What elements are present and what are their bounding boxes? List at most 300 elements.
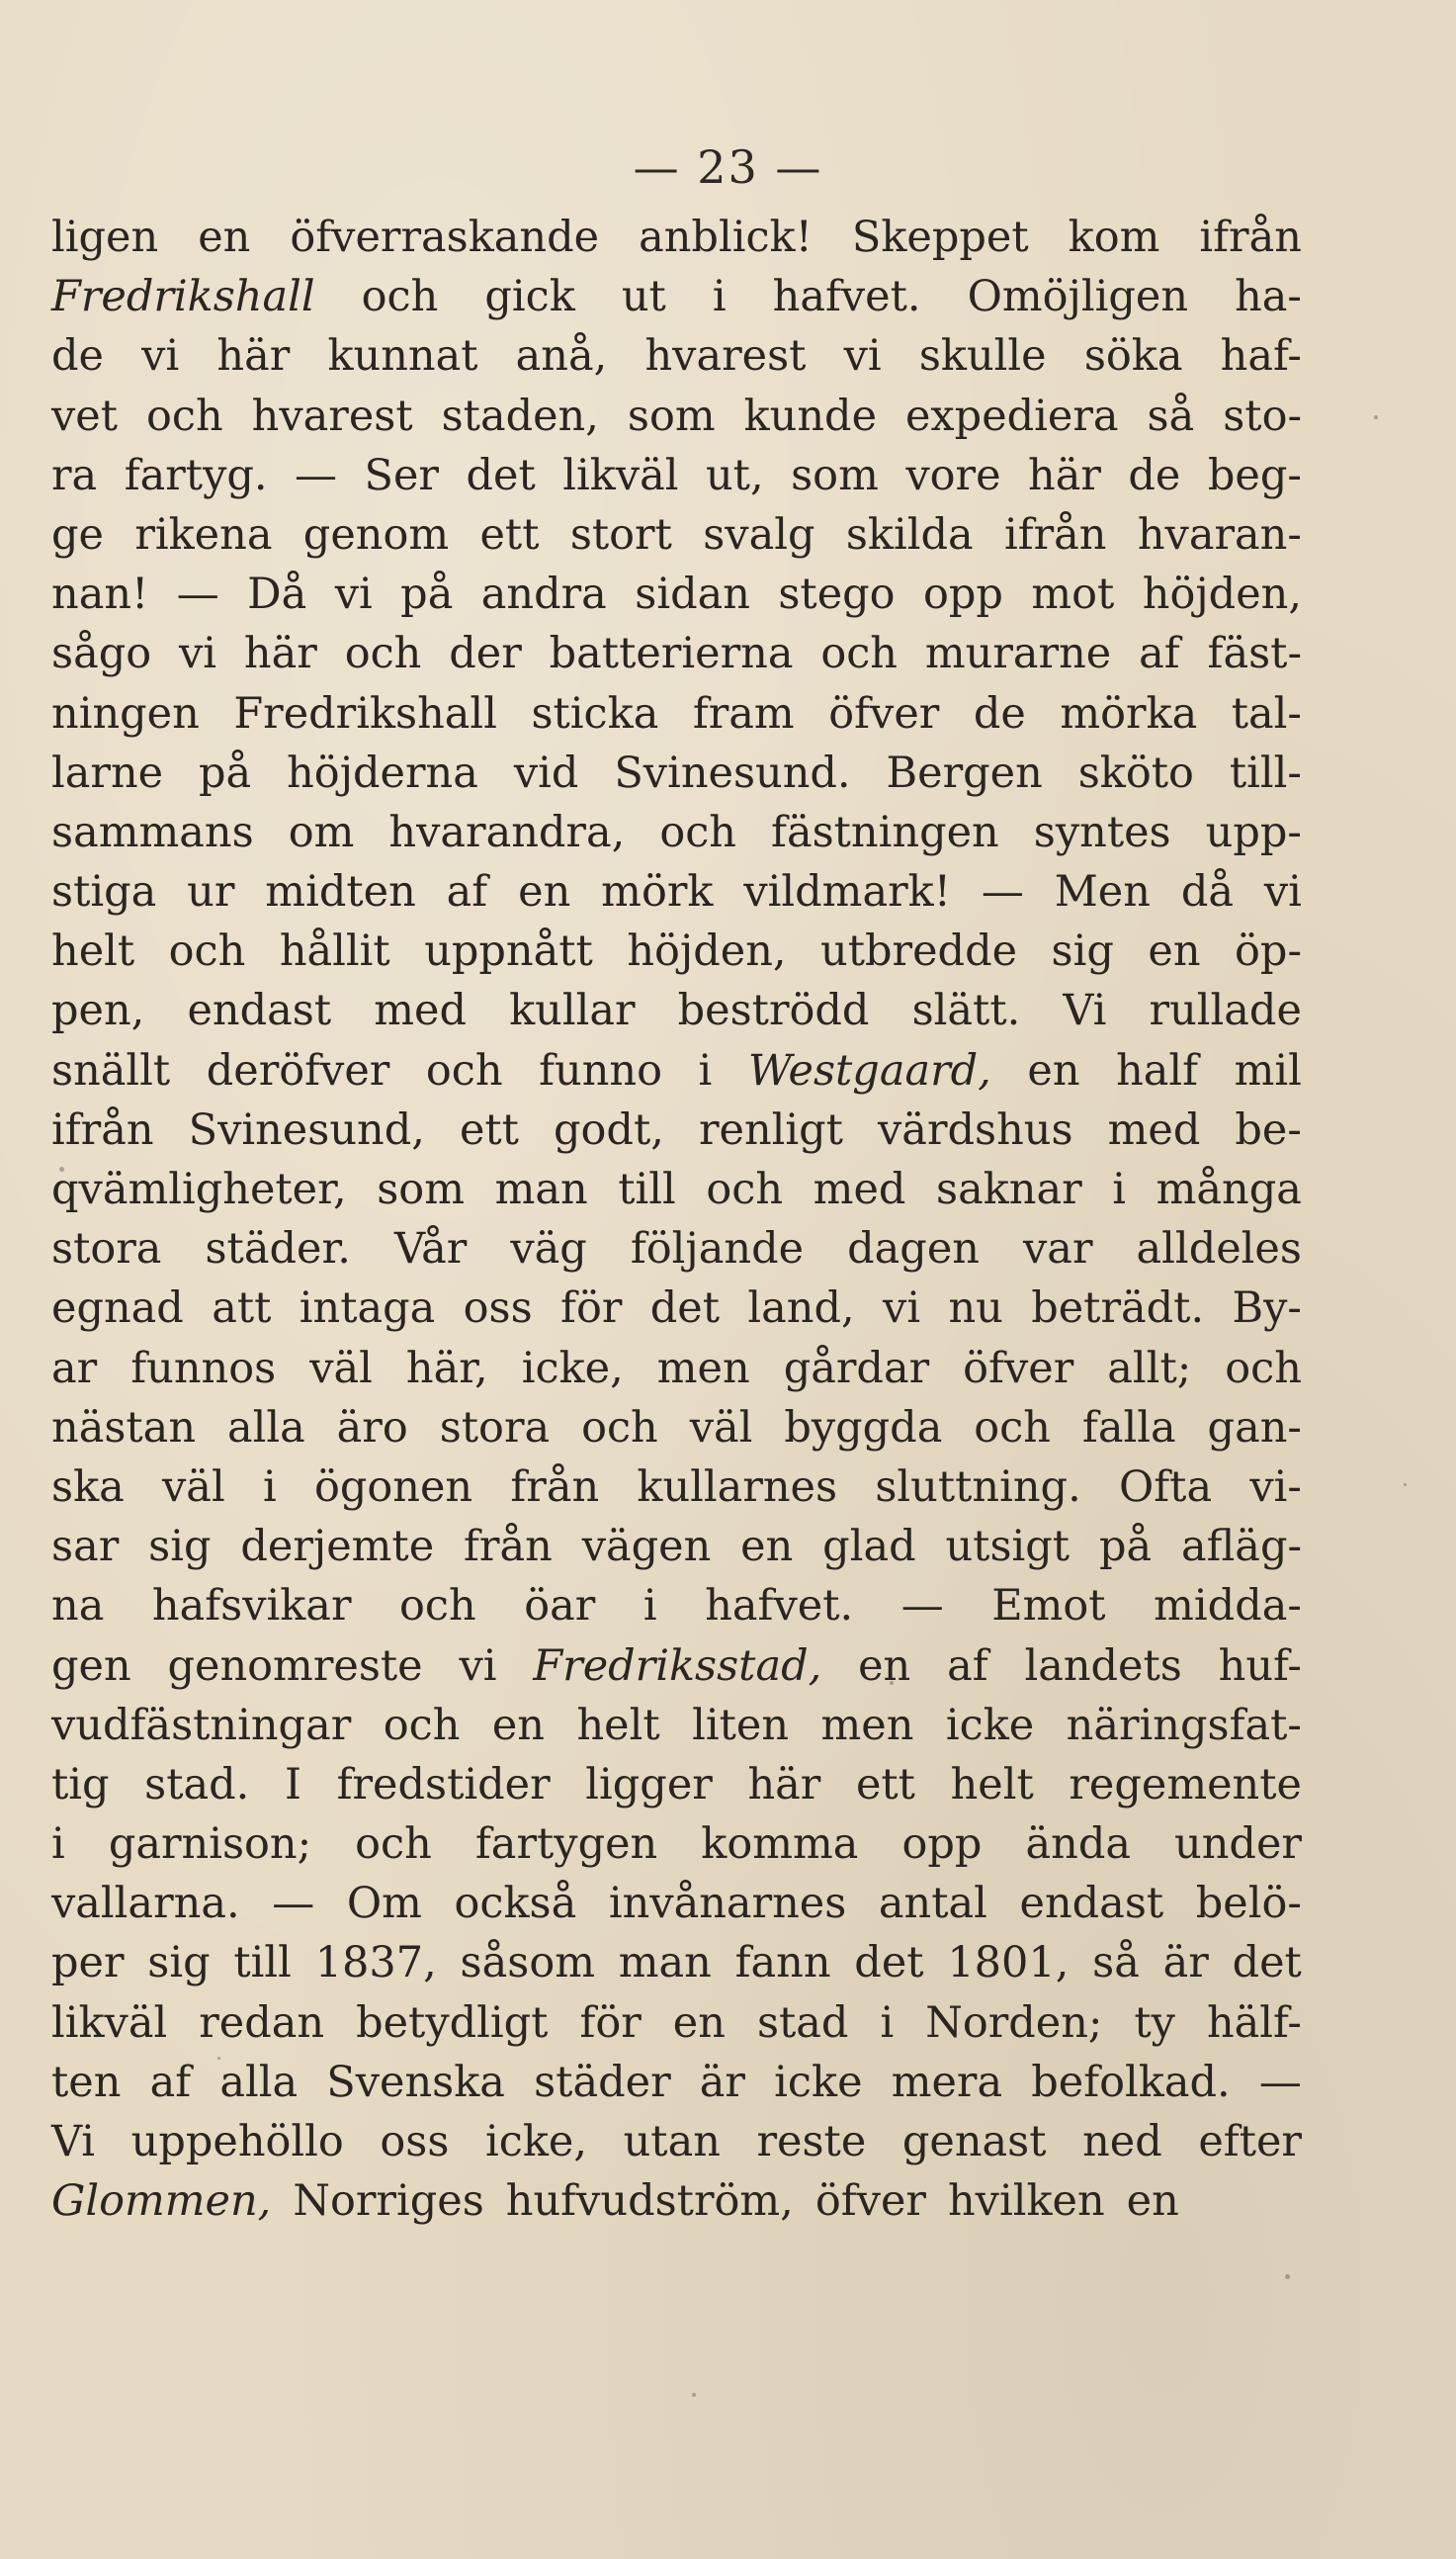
word: till bbox=[233, 1938, 292, 1988]
word: fann bbox=[734, 1938, 831, 1988]
word: Emot bbox=[991, 1581, 1106, 1632]
word: för bbox=[579, 1997, 642, 2048]
word: mörk bbox=[601, 867, 714, 918]
word: fästningen bbox=[771, 807, 999, 857]
word: till- bbox=[1229, 748, 1302, 798]
word: gårdar bbox=[783, 1343, 930, 1393]
word: oss bbox=[463, 1283, 533, 1334]
word: äro bbox=[336, 1402, 408, 1453]
word: ty bbox=[1134, 1997, 1175, 2048]
word: dagen bbox=[847, 1224, 980, 1275]
word: på bbox=[1098, 1522, 1153, 1572]
word: renligt bbox=[698, 1104, 843, 1155]
text-line bbox=[51, 1041, 1302, 1101]
text-line bbox=[51, 624, 1302, 683]
word: städer bbox=[534, 2057, 671, 2107]
word: och bbox=[146, 391, 223, 441]
word: nan! bbox=[51, 570, 149, 620]
word: slätt. bbox=[911, 986, 1021, 1036]
word: det bbox=[649, 1283, 721, 1334]
word: allt; bbox=[1107, 1343, 1192, 1393]
word: höjden, bbox=[627, 927, 787, 977]
word: på bbox=[199, 748, 252, 798]
text-line bbox=[51, 267, 1302, 326]
word: och bbox=[383, 1700, 461, 1750]
word: gick bbox=[484, 272, 575, 322]
word: be- bbox=[1235, 1104, 1302, 1155]
word: af bbox=[149, 2057, 192, 2107]
word: snällt bbox=[51, 1045, 171, 1096]
word: rikena bbox=[134, 509, 273, 560]
word: vi- bbox=[1249, 1461, 1302, 1512]
word: af bbox=[947, 1640, 988, 1691]
word: som bbox=[627, 391, 716, 441]
word: icke bbox=[945, 1700, 1035, 1750]
word: hafvet. bbox=[772, 272, 921, 322]
word: och bbox=[344, 629, 422, 679]
word: utan bbox=[623, 2117, 721, 2166]
text-line bbox=[51, 2053, 1302, 2112]
word: många bbox=[1156, 1165, 1302, 1214]
text-line bbox=[51, 387, 1302, 446]
word: öfverraskande bbox=[290, 213, 600, 262]
word: hvarandra, bbox=[388, 807, 626, 857]
word: anå, bbox=[515, 331, 608, 382]
word: i bbox=[698, 1045, 713, 1096]
word: opp bbox=[901, 1819, 983, 1870]
word: beträdt. bbox=[1031, 1283, 1205, 1334]
word: hafsvikar bbox=[151, 1581, 352, 1632]
word: öfver bbox=[828, 688, 940, 739]
word: ten bbox=[51, 2057, 122, 2107]
word: reste bbox=[756, 2117, 867, 2166]
word: sig bbox=[147, 1938, 211, 1988]
word: det bbox=[854, 1938, 924, 1988]
text-line bbox=[51, 1101, 1302, 1160]
text-line bbox=[51, 505, 1302, 565]
word: beströdd bbox=[677, 986, 870, 1036]
paper-speck bbox=[1404, 1483, 1407, 1486]
word: vi bbox=[883, 1283, 921, 1334]
word: kunde bbox=[743, 391, 878, 441]
word: man bbox=[494, 1165, 588, 1214]
word: icke bbox=[774, 2057, 863, 2107]
word: sågo bbox=[51, 629, 152, 679]
word: na bbox=[51, 1581, 105, 1632]
word: uppehöllo bbox=[130, 2117, 344, 2166]
word: en bbox=[491, 1700, 546, 1750]
paper-speck bbox=[119, 297, 122, 300]
word: söka bbox=[1083, 331, 1183, 382]
word: följande bbox=[630, 1224, 805, 1275]
word: utsigt bbox=[945, 1522, 1071, 1572]
word: såsom bbox=[460, 1938, 595, 1988]
word: skilda bbox=[845, 509, 974, 560]
word: det bbox=[466, 450, 536, 500]
word: pen, bbox=[51, 986, 145, 1036]
text-line bbox=[51, 326, 1302, 386]
word: ligger bbox=[585, 1759, 713, 1809]
word: vore bbox=[905, 450, 1001, 500]
word: en bbox=[198, 213, 251, 262]
word: vildmark! bbox=[743, 867, 951, 918]
word: en bbox=[1148, 927, 1201, 977]
word: att bbox=[212, 1283, 272, 1334]
word: stort bbox=[569, 509, 672, 560]
word: en bbox=[858, 1640, 911, 1691]
word: i bbox=[712, 272, 727, 322]
word: om bbox=[288, 807, 355, 857]
word: ur bbox=[187, 867, 235, 918]
word: väl bbox=[689, 1402, 753, 1453]
word: Vi bbox=[51, 2117, 96, 2166]
word: haf- bbox=[1220, 331, 1302, 382]
word: Norden; bbox=[925, 1997, 1103, 2048]
word: vallarna. bbox=[51, 1879, 240, 1929]
word: endast bbox=[1019, 1879, 1164, 1929]
word: kom bbox=[1068, 213, 1160, 262]
word: är bbox=[699, 2057, 745, 2107]
word: svalg bbox=[703, 509, 815, 560]
word: per bbox=[51, 1938, 125, 1988]
word: helt bbox=[950, 1759, 1034, 1809]
word: deröfver bbox=[206, 1045, 390, 1096]
word: betydligt bbox=[356, 1997, 549, 2048]
word: ett bbox=[855, 1759, 915, 1809]
word: men bbox=[820, 1700, 914, 1750]
word: endast bbox=[187, 986, 332, 1036]
word: — bbox=[272, 1879, 315, 1929]
paper-speck bbox=[1285, 2274, 1290, 2279]
word: mörka bbox=[1060, 688, 1198, 739]
word: för bbox=[560, 1283, 623, 1334]
word: hälf- bbox=[1206, 1997, 1302, 2048]
word: Westgaard, bbox=[747, 1045, 991, 1096]
word: stad. bbox=[144, 1759, 250, 1809]
word: 1837, bbox=[314, 1938, 437, 1988]
word: hvaran- bbox=[1137, 509, 1302, 560]
word: och bbox=[706, 1165, 784, 1214]
word: expediera bbox=[904, 391, 1119, 441]
word: en bbox=[518, 867, 571, 918]
word: i bbox=[262, 1461, 277, 1512]
word: nu bbox=[948, 1283, 1003, 1334]
word: ut bbox=[621, 272, 666, 322]
word: qvämligheter, bbox=[51, 1165, 347, 1214]
text-line bbox=[51, 208, 1302, 267]
text-line bbox=[51, 1398, 1302, 1457]
word: hufvudström, bbox=[505, 2176, 794, 2227]
word: vägen bbox=[581, 1522, 712, 1572]
word: värdshus bbox=[878, 1104, 1073, 1155]
word: vudfästningar bbox=[51, 1700, 352, 1750]
word: näringsfat- bbox=[1066, 1700, 1302, 1750]
word: oss bbox=[380, 2117, 450, 2166]
word: land, bbox=[747, 1283, 855, 1334]
word: rullade bbox=[1149, 986, 1302, 1036]
text-line bbox=[51, 1517, 1302, 1576]
word: helt bbox=[51, 927, 135, 977]
word: 1801, bbox=[947, 1938, 1070, 1988]
word: antal bbox=[878, 1879, 987, 1929]
text-line bbox=[51, 2112, 1302, 2171]
word: var bbox=[1023, 1224, 1093, 1275]
word: då bbox=[1180, 867, 1234, 918]
word: väl bbox=[309, 1343, 373, 1393]
word: till bbox=[618, 1165, 676, 1214]
word: Om bbox=[346, 1879, 422, 1929]
word: Vår bbox=[394, 1224, 468, 1275]
text-line bbox=[51, 862, 1302, 922]
word: der bbox=[449, 629, 522, 679]
word: så bbox=[1147, 391, 1195, 441]
word: också bbox=[454, 1879, 577, 1929]
word: sar bbox=[51, 1522, 120, 1572]
word: ett bbox=[459, 1104, 519, 1155]
word: Norriges bbox=[293, 2176, 484, 2227]
word: det bbox=[1232, 1938, 1302, 1988]
word: mera bbox=[891, 2057, 1003, 2107]
word: falla bbox=[1081, 1402, 1176, 1453]
text-line bbox=[51, 1457, 1302, 1517]
word: Svenska bbox=[326, 2057, 505, 2107]
text-line bbox=[51, 446, 1302, 505]
word: och bbox=[361, 272, 439, 322]
word: Glommen, bbox=[51, 2176, 272, 2227]
word: vid bbox=[513, 748, 579, 798]
word: beg- bbox=[1207, 450, 1302, 500]
page-number: — 23 — bbox=[633, 140, 823, 194]
paper-speck bbox=[692, 2393, 696, 2397]
word: så bbox=[1092, 1938, 1140, 1988]
word: komma bbox=[701, 1819, 859, 1870]
word: alla bbox=[219, 2057, 299, 2107]
word: skulle bbox=[918, 331, 1047, 382]
word: kunnat bbox=[327, 331, 478, 382]
word: med bbox=[813, 1165, 906, 1214]
word: hållit bbox=[279, 927, 390, 977]
word: intaga bbox=[299, 1283, 436, 1334]
word: och bbox=[974, 1402, 1051, 1453]
word: stad bbox=[756, 1997, 849, 2048]
word: vi bbox=[334, 570, 373, 620]
word: som bbox=[791, 450, 879, 500]
word: hvarest bbox=[644, 331, 807, 382]
word: är bbox=[1162, 1938, 1209, 1988]
word: Då bbox=[247, 570, 307, 620]
word: likväl bbox=[51, 1997, 168, 2048]
word: under bbox=[1174, 1819, 1302, 1870]
word: tig bbox=[51, 1759, 110, 1809]
word: sammans bbox=[51, 807, 254, 857]
word: Omöjligen bbox=[967, 272, 1189, 322]
word: en bbox=[1126, 2176, 1179, 2227]
text-line bbox=[51, 744, 1302, 803]
word: sig bbox=[148, 1522, 212, 1572]
word: batterierna bbox=[549, 629, 794, 679]
word: funnos bbox=[130, 1343, 277, 1393]
word: hvilken bbox=[947, 2176, 1105, 2227]
word: Skeppet bbox=[851, 213, 1029, 262]
word: By- bbox=[1232, 1283, 1302, 1334]
word: staden, bbox=[441, 391, 599, 441]
word: i bbox=[642, 1581, 657, 1632]
word: Ser bbox=[364, 450, 439, 500]
word: murarne bbox=[924, 629, 1112, 679]
text-line bbox=[51, 1339, 1302, 1398]
word: mil bbox=[1234, 1045, 1302, 1096]
text-line bbox=[51, 1636, 1302, 1696]
word: belö- bbox=[1195, 1879, 1302, 1929]
word: på bbox=[400, 570, 454, 620]
word: glad bbox=[822, 1522, 916, 1572]
word: garnison; bbox=[108, 1819, 312, 1870]
word: redan bbox=[199, 1997, 325, 2048]
word: öfver bbox=[963, 1343, 1074, 1393]
paper-speck bbox=[890, 1681, 894, 1685]
word: likväl bbox=[562, 450, 679, 500]
word: vi bbox=[1263, 867, 1302, 918]
word: Fredrikshall bbox=[51, 272, 315, 322]
word: gen bbox=[51, 1640, 131, 1691]
word: sig bbox=[1051, 927, 1114, 977]
text-line bbox=[51, 1279, 1302, 1338]
word: de bbox=[973, 688, 1026, 739]
word: sticka bbox=[531, 688, 659, 739]
word: af bbox=[446, 867, 488, 918]
word: stiga bbox=[51, 867, 157, 918]
word: Svinesund. bbox=[614, 748, 851, 798]
word: sidan bbox=[635, 570, 750, 620]
word: nästan bbox=[51, 1402, 197, 1453]
word: i bbox=[51, 1819, 65, 1870]
word: — bbox=[981, 867, 1024, 918]
word: syntes bbox=[1033, 807, 1171, 857]
word: och bbox=[1225, 1343, 1302, 1393]
word: men bbox=[656, 1343, 750, 1393]
word: mot bbox=[1031, 570, 1115, 620]
word: ifrån bbox=[1199, 213, 1302, 262]
word: och bbox=[355, 1819, 432, 1870]
word: genast bbox=[901, 2117, 1047, 2166]
word: midten bbox=[265, 867, 416, 918]
word: genomreste bbox=[167, 1640, 423, 1691]
word: från bbox=[464, 1522, 553, 1572]
text-line bbox=[51, 1933, 1302, 1992]
text-line bbox=[51, 922, 1302, 981]
word: höjderna bbox=[287, 748, 478, 798]
word: här, bbox=[405, 1343, 488, 1393]
paper-speck bbox=[1374, 415, 1378, 419]
text-line bbox=[51, 684, 1302, 744]
word: i bbox=[1112, 1165, 1127, 1214]
paper-speck bbox=[59, 1167, 64, 1172]
word: vet bbox=[51, 391, 119, 441]
word: och bbox=[820, 629, 898, 679]
word: de bbox=[51, 331, 104, 382]
word: i bbox=[880, 1997, 895, 2048]
word: ningen bbox=[51, 688, 200, 739]
word: ut, bbox=[705, 450, 764, 500]
word: half bbox=[1116, 1045, 1199, 1096]
word: en bbox=[740, 1522, 794, 1572]
word: — bbox=[176, 570, 219, 620]
word: ska bbox=[51, 1461, 125, 1512]
word: stora bbox=[439, 1402, 551, 1453]
word: liten bbox=[692, 1700, 790, 1750]
word: larne bbox=[51, 748, 164, 798]
word: ha- bbox=[1235, 272, 1302, 322]
word: alldeles bbox=[1136, 1224, 1302, 1275]
word: ögonen bbox=[313, 1461, 473, 1512]
word: fäst- bbox=[1207, 629, 1302, 679]
word: de bbox=[1128, 450, 1181, 500]
text-line bbox=[51, 565, 1302, 624]
word: anblick! bbox=[639, 213, 813, 262]
word: och bbox=[581, 1402, 658, 1453]
word: Bergen bbox=[886, 748, 1043, 798]
word: uppnått bbox=[424, 927, 593, 977]
word: helt bbox=[576, 1700, 660, 1750]
word: hvarest bbox=[251, 391, 413, 441]
word: gan- bbox=[1207, 1402, 1302, 1453]
word: Fredriksstad, bbox=[533, 1640, 822, 1691]
word: en bbox=[1027, 1045, 1080, 1096]
word: efter bbox=[1198, 2117, 1302, 2166]
text-line bbox=[51, 1219, 1302, 1279]
word: I bbox=[284, 1759, 301, 1809]
word: byggda bbox=[784, 1402, 943, 1453]
body-text bbox=[51, 208, 1302, 2231]
word: godt, bbox=[554, 1104, 664, 1155]
word: derjemte bbox=[240, 1522, 435, 1572]
word: här bbox=[1028, 450, 1101, 500]
word: höjden, bbox=[1142, 570, 1302, 620]
word: utbredde bbox=[820, 927, 1018, 977]
word: vi bbox=[843, 331, 882, 382]
word: regemente bbox=[1069, 1759, 1302, 1809]
word: som bbox=[377, 1165, 465, 1214]
text-line bbox=[51, 981, 1302, 1040]
text-line bbox=[51, 1160, 1302, 1219]
word: sluttning. bbox=[875, 1461, 1081, 1512]
text-line bbox=[51, 1874, 1302, 1933]
word: öar bbox=[524, 1581, 596, 1632]
text-line bbox=[51, 1814, 1302, 1874]
word: icke, bbox=[521, 1343, 624, 1393]
word: ifrån bbox=[1003, 509, 1107, 560]
word: ge bbox=[51, 509, 104, 560]
text-line bbox=[51, 803, 1302, 862]
word: Fredrikshall bbox=[233, 688, 497, 739]
word: stora bbox=[51, 1224, 162, 1275]
word: och bbox=[399, 1581, 476, 1632]
word: öp- bbox=[1235, 927, 1302, 977]
word: — bbox=[295, 450, 338, 500]
word: och bbox=[425, 1045, 503, 1096]
word: huf- bbox=[1218, 1640, 1302, 1691]
word: fredstider bbox=[336, 1759, 551, 1809]
word: alla bbox=[226, 1402, 305, 1453]
word: ända bbox=[1025, 1819, 1131, 1870]
word: genom bbox=[302, 509, 450, 560]
text-line bbox=[51, 2171, 1302, 2231]
word: och bbox=[659, 807, 736, 857]
word: vi bbox=[179, 629, 217, 679]
word: af bbox=[1139, 629, 1180, 679]
word: fartyg. bbox=[124, 450, 268, 500]
word: fartygen bbox=[474, 1819, 658, 1870]
